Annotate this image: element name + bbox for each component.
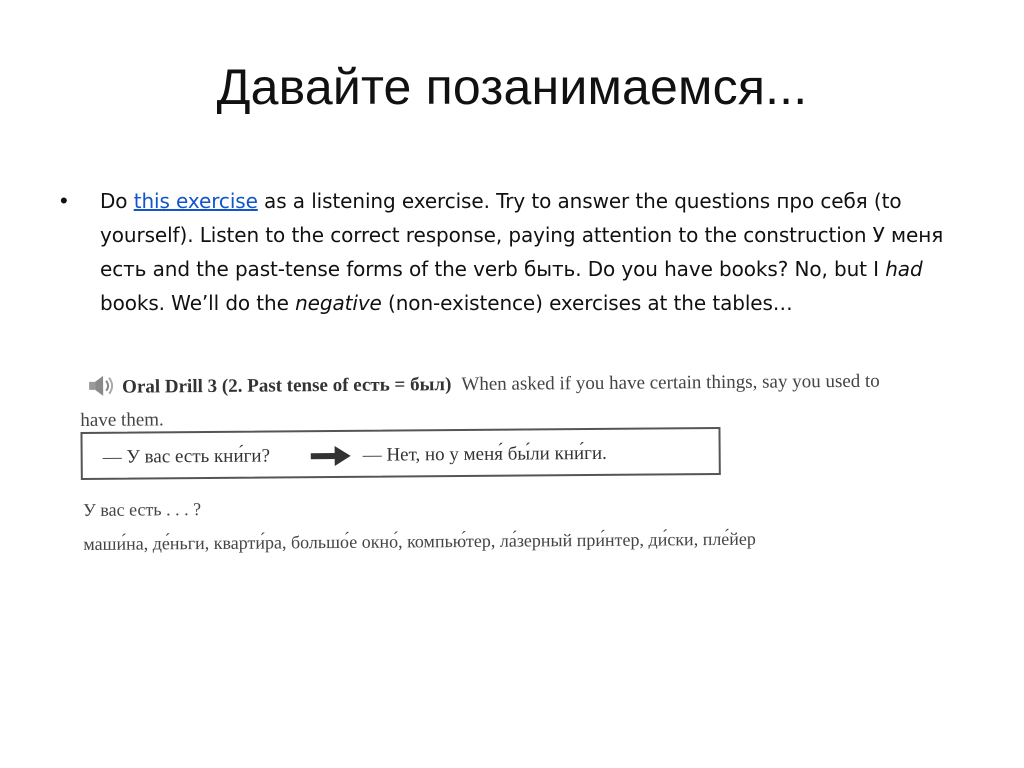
emphasis-had: had — [885, 257, 923, 281]
bullet-marker: • — [60, 188, 68, 213]
bullet-item — [60, 184, 960, 320]
drill-word-list: маши́на, де́ньги, кварти́ра, большо́е окно́, компью́тер, ла́зерный при́нтер, ди́ски, пле́йер — [83, 528, 756, 554]
example-box — [80, 427, 720, 480]
emphasis-negative: negative — [295, 291, 382, 315]
drill-header — [88, 369, 880, 399]
arrow-right-icon — [311, 446, 351, 466]
text-segment: Do — [100, 189, 134, 213]
example-answer: — Нет, но у меня́ бы́ли кни́ги. — [362, 442, 607, 466]
drill-instruction: When asked if you have certain things, say you used to — [461, 370, 880, 396]
exercise-link[interactable]: this exercise — [133, 189, 258, 213]
text-segment: as a listening exercise. Try to answer the questions про себя (to yourself). Listen to the correct response, paying attention to the construction У меня есть and the past-tense forms of the verb быть. Do you have books? No, but I — [100, 189, 944, 281]
bullet-list — [60, 184, 960, 320]
speaker-icon[interactable] — [88, 375, 118, 397]
text-segment: books. We’ll do the — [100, 291, 296, 315]
drill-instruction-continued: have them. — [80, 409, 164, 431]
drill-title: Oral Drill 3 (2. Past tense of есть = был) — [122, 374, 452, 398]
example-question: — У вас есть кни́ги? — [102, 445, 271, 468]
textbook-scan — [80, 365, 962, 572]
bullet-text — [100, 184, 950, 320]
drill-prompt: У вас есть . . . ? — [83, 499, 202, 520]
text-segment: (non-existence) exercises at the tables… — [381, 291, 793, 315]
slide-title: Давайте позанимаемся... — [216, 59, 808, 115]
